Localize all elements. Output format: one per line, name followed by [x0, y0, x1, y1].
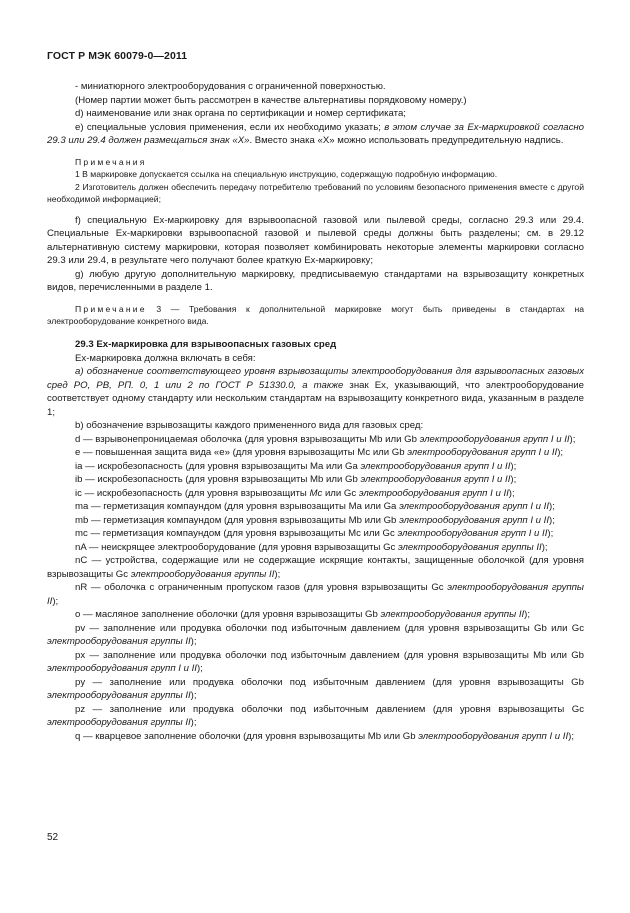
protection-type-item [47, 622, 584, 649]
item-a-rest: знак Ex, указывающий, что электрооборудование соответствует одному стандарту или нескольким стандартам на взрывозащиту конкретного вида, указанным в разделе 1; [47, 379, 584, 418]
note-2: 2 Изготовитель должен обеспечить передачу потребителю требований по условиям безопасного применения вместе с другой необходимой информацией; [47, 181, 584, 205]
top-line-1: - миниатюрного электрооборудования с ограниченной поверхностью. [75, 81, 386, 92]
protection-type-item [47, 581, 584, 608]
item-text: ); [274, 568, 281, 580]
item-text: px — заполнение или продувка оболочки под избыточным давлением (для уровня взрывозащиты Mb или Gb [75, 649, 584, 661]
item-italic: электрооборудования группы II [398, 541, 542, 553]
protection-type-item [47, 608, 584, 622]
item-text: mc — герметизация компаундом (для уровня взрывозащиты Mc или Gc [75, 528, 398, 540]
item-italic: электрооборудования групп I и II [399, 514, 549, 526]
note-3 [47, 303, 584, 328]
item-text: ); [549, 514, 555, 526]
notes-title: Примечания [75, 156, 147, 167]
item-f-ex-marking: f) специальную Ex-маркировку для взрывоопасной газовой или пылевой среды, согласно 29.3 или 29.4. Специальные Ex-маркировки взрывоопасной газовой и пылевой среды должны быть разделены; см. в 29.12 альтернативную систему маркировки, которая позволяет комбинировать некоторые элементы маркировки согласно 29.3 или 29.4, в результате чего получают более краткую Ex-маркировку; [47, 214, 584, 267]
item-italic: электрооборудования группы II [47, 690, 191, 702]
item-italic: электрооборудования групп I и II [47, 663, 197, 675]
item-italic: электрооборудования групп I и II [360, 474, 511, 486]
item-text: nA — неискрящее электрооборудование (для уровня взрывозащиты Gc [75, 541, 399, 553]
protection-type-item [47, 446, 584, 460]
page-header: ГОСТ Р МЭК 60079-0—2011 [47, 50, 188, 62]
top-line-2: (Номер партии может быть рассмотрен в качестве альтернативы порядковому номеру.) [75, 94, 467, 106]
item-text: ); [196, 663, 203, 675]
item-text: ); [541, 541, 548, 553]
protection-type-item [47, 500, 584, 514]
item-text: py — заполнение или продувка оболочки под избыточным давлением (для уровня взрывозащиты Gb [75, 676, 584, 688]
protection-type-item [47, 730, 584, 744]
e-text-italic: в этом случае за Ex-маркировкой согласно 29.3 или 29.4 должен размещаться знак «X» [47, 121, 584, 146]
item-text: ); [569, 433, 576, 445]
item-g-additional-marking: g) любую другую дополнительную маркировку, предписываемую стандартами на взрывозащиту конкретных видов, перечисленными в разделе 1. [47, 268, 584, 294]
item-b: b) обозначение взрывозащиты каждого примененного вида для газовых сред: [75, 420, 424, 432]
item-text: ); [510, 474, 517, 486]
item-italic: электрооборудования группы II [47, 636, 191, 648]
item-italic: электрооборудования групп I и II [397, 528, 548, 540]
item-text: pv — заполнение или продувка оболочки под избыточным давлением (для уровня взрывозащиты Gb или Gc [75, 622, 584, 634]
note-3-text: 3 — Требования к дополнительной маркировке могут быть приведены в стандартах на электрооборудование конкретного вида. [47, 303, 584, 327]
item-text: ic — искробезопасность (для уровня взрывозащиты [75, 487, 310, 499]
item-text: ); [190, 717, 197, 729]
protection-type-item [47, 433, 584, 447]
e-text-c: . Вместо знака «X» можно использовать предупредительную надпись. [249, 135, 564, 146]
item-text: ma — герметизация компаундом (для уровня взрывозащиты Ma или Ga [75, 501, 400, 513]
item-text: e — повышенная защита вида «е» (для уровня взрывозащиты Мс или Gb [75, 447, 408, 459]
item-italic: электрооборудования групп I и II [419, 433, 570, 445]
item-text: pz — заполнение или продувка оболочки под избыточным давлением (для уровня взрывозащиты Gc [75, 703, 584, 715]
item-italic: Mc [309, 487, 323, 499]
item-text: ); [508, 487, 515, 499]
protection-type-item [47, 676, 584, 703]
protection-type-item [47, 649, 584, 676]
section-heading: 29.3 Ex-маркировка для взрывоопасных газовых сред [75, 339, 337, 351]
item-text: nR — оболочка с ограниченным пропуском газов (для уровня взрывозащиты Gc [75, 582, 448, 594]
item-italic: электрооборудования групп I и II [418, 730, 569, 742]
item-text: ); [190, 636, 197, 648]
item-text: ); [190, 690, 197, 702]
item-text: ); [547, 528, 554, 540]
item-a-italic: а) обозначение соответствующего уровня взрывозащиты электрооборудования для взрывоопасных газовых сред PO, PB, PП. 0, 1 или 2 по ГОСТ Р 51330.0, а также [47, 366, 584, 391]
item-text: d — взрывонепроницаемая оболочка (для уровня взрывозащиты Mb или Gb [75, 433, 420, 445]
item-italic: электрооборудования группы II [130, 568, 275, 580]
protection-type-item [47, 554, 584, 581]
e-text-a: e) специальные условия применения, если их необходимо указать; [75, 121, 385, 133]
protection-types-list [47, 433, 584, 744]
protection-type-item [47, 514, 584, 528]
item-text: ia — искробезопасность (для уровня взрывозащиты Ma или Ga [75, 460, 361, 472]
item-text: ); [568, 730, 575, 742]
item-italic: электрооборудования групп I и II [407, 447, 558, 459]
page-number: 52 [47, 832, 59, 843]
item-d-certification: d) наименование или знак органа по сертификации и номер сертификата; [75, 108, 406, 119]
page-content [47, 80, 584, 743]
item-text: nC — устройства, содержащие или не содержащие искрящие контакты, защищенные оболочкой (для уровня взрывозащиты Gc [47, 555, 584, 580]
item-text: ); [549, 501, 555, 513]
item-italic: электрооборудования группы II [47, 582, 584, 607]
item-text: ); [524, 609, 531, 621]
item-a [47, 365, 584, 419]
protection-type-item [47, 541, 584, 555]
protection-type-item [47, 487, 584, 501]
item-text: mb — герметизация компаундом (для уровня взрывозащиты Mb или Gb [75, 514, 400, 526]
section-intro: Ex-маркировка должна включать в себя: [75, 352, 256, 364]
protection-type-item [47, 460, 584, 474]
item-text: ib — искробезопасность (для уровня взрывозащиты Mb или Gb [75, 474, 361, 486]
item-italic: электрооборудования группы II [47, 717, 191, 729]
item-text: ); [52, 595, 59, 607]
item-text: ); [510, 460, 517, 472]
protection-type-item [47, 703, 584, 730]
item-italic: электрооборудования групп I и II [360, 460, 511, 472]
item-text: или Gc [322, 487, 359, 499]
protection-type-item [47, 473, 584, 487]
note-1: 1 В маркировке допускается ссылка на специальную инструкцию, содержащую подробную информацию. [75, 169, 498, 180]
item-text: q — кварцевое заполнение оболочки (для уровня взрывозащиты Mb или Gb [75, 730, 419, 742]
note-3-title: Примечание [75, 303, 147, 314]
item-e-special-conditions [47, 121, 584, 148]
item-italic: электрооборудования групп I и II [358, 487, 509, 499]
protection-type-item [47, 527, 584, 541]
item-text: o — масляное заполнение оболочки (для уровня взрывозащиты Gb [75, 609, 381, 621]
item-text: ); [557, 447, 564, 459]
item-italic: электрооборудования групп I и II [399, 501, 549, 513]
item-italic: электрооборудования группы II [380, 609, 525, 621]
